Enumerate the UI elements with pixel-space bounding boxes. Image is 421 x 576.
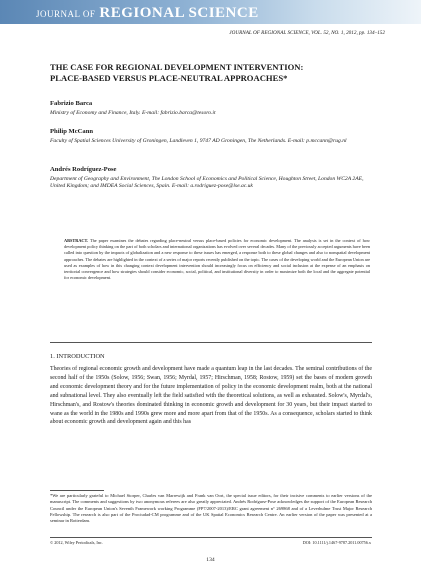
journal-citation: JOURNAL OF REGIONAL SCIENCE, VOL. 52, NO. 1, 2012, pp. 134–152 (229, 30, 385, 36)
abstract-label: ABSTRACT. (64, 238, 89, 243)
section-divider (50, 342, 372, 343)
author-affiliation-2: Faculty of Spatial Sciences University of Groningen, Landleven 1, 9747 AD Groningen, The Netherlands. E-mail: p.mccann@rug.nl (50, 138, 347, 144)
copyright-notice: © 2012, Wiley Periodicals, Inc. (50, 540, 103, 545)
article-title (50, 62, 390, 84)
introduction-text: Theories of regional economic growth and development have made a quantum leap in the last decades. The seminal contributions of the second half of the 1950s (Solow, 1956; Swan, 1956; Myrdal, 1957; Hirschman, 1958; Rostow, 1959) set the bases of modern growth and economic development theory and for the future implementation of policy in the economic development realm, both at the national and subnational level. They also eventually left the field satisfied with the theoretical solutions, as well as exhausted. Solow's, Myrdal's, Hirschman's, and Rostow's theories dominated thinking in economic growth and development for 30 years, but their impact started to wane as the world in the 1980s and 1990s grew more and more apart from that of the 1950s. As a consequence, scholars started to think about economic growth and development again and this has (50, 366, 372, 426)
author-affiliation-3: Department of Geography and Environment, The London School of Economics and Political Science, Houghton Street, London WC2A 2AE, United Kingdom; and IMDEA Social Sciences, Spain. E-mail: a.rodriguez-pose@lse.ac.uk (50, 176, 364, 190)
abstract (64, 238, 370, 281)
article-title-line-1: THE CASE FOR REGIONAL DEVELOPMENT INTERVENTION: (50, 62, 304, 72)
author-name-1: Fabrizio Barca (50, 100, 93, 107)
author-affiliation-1: Ministry of Economy and Finance, Italy. E-mail: fabrizio.barca@tesoro.it (50, 110, 216, 116)
footnote-rule (50, 490, 104, 491)
journal-banner (0, 0, 421, 24)
page-number: 134 (206, 557, 215, 563)
article-title-line-2: PLACE-BASED VERSUS PLACE-NEUTRAL APPROACHES* (50, 73, 288, 83)
section-heading: 1. INTRODUCTION (50, 353, 105, 360)
abstract-text: The paper examines the debates regarding place-neutral versus place-based policies for economic development. The analysis is set in the context of how development policy thinking on the part of both scholars and international organizations has evolved over several decades. Many of the previously accepted arguments have been called into question by the impacts of globalization and a new response to these issues has emerged, a response both to these global changes and also to nonspatial development approaches. The debates are highlighted in the context of a series of major reports recently published on the topic. The cases of the developing world and the European Union are used as examples of how in this changing context development intervention should increasingly focus on efficiency and social inclusion at the expense of an emphasis on territorial convergence and how strategies should consider economic, social, political, and institutional diversity in order to maximize both the local and the aggregate potential for economic development. (64, 238, 370, 281)
footnote: *We are particularly grateful to Michael Storper, Charles van Marrewijk and Frank van Oort, the special issue editors, for their incisive comments to earlier versions of the manuscript. The comments and suggestions by two anonymous referees are also greatly appreciated. Andrés Rodríguez-Pose acknowledges the support of the European Research Council under the European Union's Seventh Framework working Programme (FP7/2007-2013)/ERC grant agreement n° 269868 and of a Leverhulme Trust Major Research Fellowship. The research is also part of the Prociudad-CM programme and of the UK Spatial Economics Research Centre. An earlier version of the paper was presented at a seminar in Rotterdam. (50, 493, 372, 524)
doi: DOI: 10.1111/j.1467-9787.2011.00756.x (302, 540, 371, 545)
author-name-2: Philip McCann (50, 128, 94, 135)
journal-logo (36, 4, 259, 22)
journal-logo-prefix: JOURNAL OF (36, 9, 96, 19)
footer-divider (50, 537, 372, 538)
journal-logo-main: REGIONAL SCIENCE (99, 5, 259, 21)
author-name-3: Andrés Rodríguez-Pose (50, 166, 117, 173)
